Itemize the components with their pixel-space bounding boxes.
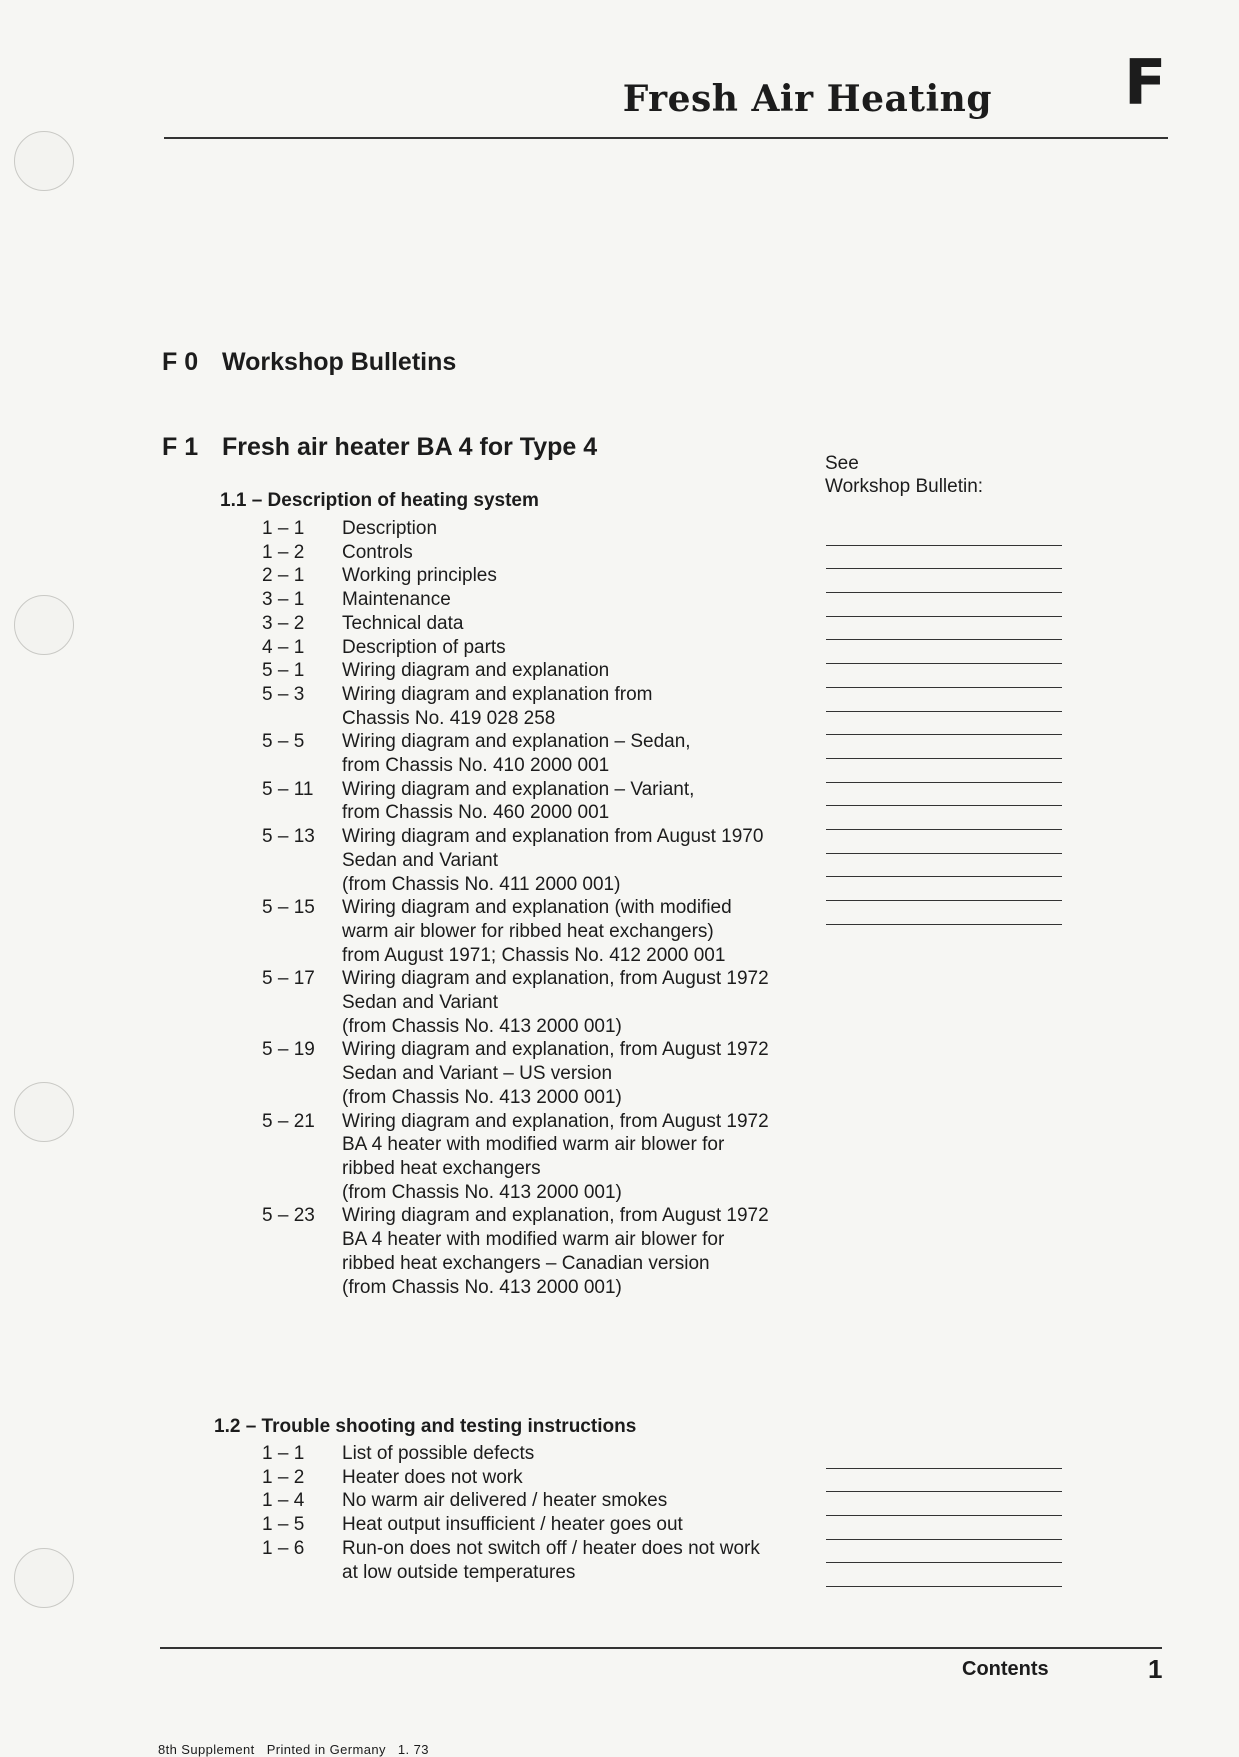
entry-description: Wiring diagram and explanation (with modified warm air blower for ribbed heat exchangers) from August 1971; Chassis No. 412 2000 001 xyxy=(342,897,732,966)
bulletin-blank-line xyxy=(826,546,1062,570)
entry-description: List of possible defects xyxy=(342,1443,535,1464)
entry-description: Description xyxy=(342,518,438,539)
contents-label: Contents xyxy=(962,1658,1049,1680)
entry-description: Wiring diagram and explanation xyxy=(342,660,610,682)
entry-description: Wiring diagram and explanation – Sedan, from Chassis No. 410 2000 001 xyxy=(342,731,691,777)
bulletin-blank-line xyxy=(826,522,1062,546)
bulletin-blank-line xyxy=(826,1563,1062,1587)
bulletin-lines-1-2 xyxy=(826,1445,1062,1587)
see-workshop-bulletin-label: See Workshop Bulletin: xyxy=(825,453,984,497)
toc-entry xyxy=(262,659,822,683)
section-code-f0: F 0 xyxy=(162,348,199,376)
entry-code: 1 – 6 xyxy=(262,1537,305,1559)
entry-code: 5 – 21 xyxy=(262,1110,315,1132)
section-letter: F xyxy=(1124,46,1167,119)
bulletin-blank-line xyxy=(826,783,1062,807)
entry-code: 1 – 2 xyxy=(262,1466,305,1488)
subsection-heading-1-1: 1.1 – Description of heating system xyxy=(220,490,539,511)
entry-code: 1 – 5 xyxy=(262,1514,305,1536)
bulletin-blank-line xyxy=(826,1540,1062,1564)
bulletin-blank-line xyxy=(826,640,1062,664)
entry-description: Heat output insufficient / heater goes out xyxy=(342,1514,683,1536)
entry-code: 4 – 1 xyxy=(262,636,305,658)
entry-description: Wiring diagram and explanation, from August 1972 Sedan and Variant – US version (from Chassis No. 413 2000 001) xyxy=(342,1039,769,1108)
bulletin-blank-line xyxy=(826,759,1062,783)
bulletin-blank-line xyxy=(826,1445,1062,1469)
entry-list-1-1 xyxy=(262,517,822,1299)
bulletin-blank-line xyxy=(826,569,1062,593)
toc-entry xyxy=(262,683,822,730)
toc-entry xyxy=(262,1537,822,1584)
entry-code: 1 – 4 xyxy=(262,1490,305,1512)
entry-description: No warm air delivered / heater smokes xyxy=(342,1490,668,1512)
toc-entry xyxy=(262,967,822,1038)
bulletin-blank-line xyxy=(826,593,1062,617)
toc-entry xyxy=(262,778,822,825)
entry-code: 1 – 1 xyxy=(262,1443,305,1464)
entry-code: 5 – 23 xyxy=(262,1205,315,1227)
bulletin-blank-line xyxy=(826,806,1062,830)
entry-code: 5 – 13 xyxy=(262,826,315,848)
header-rule xyxy=(164,137,1168,139)
entry-description: Description of parts xyxy=(342,636,506,658)
footer-rule xyxy=(160,1647,1162,1649)
entry-code: 5 – 3 xyxy=(262,683,305,705)
toc-entry xyxy=(262,896,822,967)
toc-entry xyxy=(262,636,822,660)
entry-code: 5 – 1 xyxy=(262,660,305,682)
entry-description: Wiring diagram and explanation, from August 1972 BA 4 heater with modified warm air blower for ribbed heat exchangers – Canadian version (from Chassis No. 413 2000 001) xyxy=(342,1205,769,1298)
toc-entry xyxy=(262,588,822,612)
entry-code: 1 – 2 xyxy=(262,541,305,563)
bulletin-blank-line xyxy=(826,1469,1062,1493)
binder-hole xyxy=(14,1082,74,1142)
subsection-heading-1-2: 1.2 – Trouble shooting and testing instructions xyxy=(214,1416,637,1437)
section-title-f1: Fresh air heater BA 4 for Type 4 xyxy=(222,433,598,461)
section-title-f0: Workshop Bulletins xyxy=(222,348,457,376)
imprint-line: 8th Supplement Printed in Germany 1. 73 xyxy=(158,1742,429,1757)
entry-description: Working principles xyxy=(342,565,497,587)
bulletin-blank-line xyxy=(826,854,1062,878)
toc-entry xyxy=(262,730,822,777)
entry-code: 5 – 17 xyxy=(262,968,315,990)
bulletin-blank-line xyxy=(826,688,1062,712)
entry-description: Wiring diagram and explanation, from August 1972 BA 4 heater with modified warm air blower for ribbed heat exchangers (from Chassis No. 413 2000 001) xyxy=(342,1110,769,1203)
toc-entry xyxy=(262,1489,822,1513)
bulletin-blank-line xyxy=(826,664,1062,688)
page-title: Fresh Air Heating xyxy=(622,78,992,120)
toc-entry xyxy=(262,1038,822,1109)
bulletin-blank-line xyxy=(826,617,1062,641)
entry-code: 3 – 2 xyxy=(262,612,305,634)
page-number: 1 xyxy=(1148,1654,1163,1684)
entry-description: Technical data xyxy=(342,612,464,634)
entry-description: Wiring diagram and explanation, from August 1972 Sedan and Variant (from Chassis No. 413 2000 001) xyxy=(342,968,769,1037)
entry-list-1-2 xyxy=(262,1442,822,1584)
entry-code: 1 – 1 xyxy=(262,518,305,539)
toc-entry xyxy=(262,1204,822,1299)
entry-description: Run-on does not switch off / heater does not work at low outside temperatures xyxy=(342,1537,760,1583)
bulletin-blank-line xyxy=(826,901,1062,925)
toc-entry xyxy=(262,1513,822,1537)
entry-description: Maintenance xyxy=(342,589,451,611)
section-code-f1: F 1 xyxy=(162,433,199,461)
entry-code: 2 – 1 xyxy=(262,565,305,587)
bulletin-blank-line xyxy=(826,830,1062,854)
entry-code: 3 – 1 xyxy=(262,589,305,611)
entry-code: 5 – 19 xyxy=(262,1039,315,1061)
entry-code: 5 – 15 xyxy=(262,897,315,919)
toc-entry xyxy=(262,1442,822,1466)
binder-hole xyxy=(14,595,74,655)
toc-entry xyxy=(262,564,822,588)
binder-hole xyxy=(14,131,74,191)
entry-description: Controls xyxy=(342,541,413,563)
bulletin-blank-line xyxy=(826,1492,1062,1516)
bulletin-blank-line xyxy=(826,1516,1062,1540)
entry-code: 5 – 5 xyxy=(262,731,305,753)
bulletin-blank-line xyxy=(826,877,1062,901)
binder-hole xyxy=(14,1548,74,1608)
entry-description: Wiring diagram and explanation from August 1970 Sedan and Variant (from Chassis No. 411 2000 001) xyxy=(342,826,764,895)
bulletin-lines-1-1 xyxy=(826,522,1062,925)
bulletin-blank-line xyxy=(826,712,1062,736)
toc-entry xyxy=(262,1110,822,1205)
toc-entry xyxy=(262,517,822,541)
toc-entry xyxy=(262,612,822,636)
toc-entry xyxy=(262,1466,822,1490)
toc-entry xyxy=(262,541,822,565)
entry-description: Heater does not work xyxy=(342,1466,523,1488)
toc-entry xyxy=(262,825,822,896)
entry-code: 5 – 11 xyxy=(262,778,314,800)
bulletin-blank-line xyxy=(826,735,1062,759)
entry-description: Wiring diagram and explanation – Variant, from Chassis No. 460 2000 001 xyxy=(342,778,695,824)
entry-description: Wiring diagram and explanation from Chassis No. 419 028 258 xyxy=(342,683,653,729)
